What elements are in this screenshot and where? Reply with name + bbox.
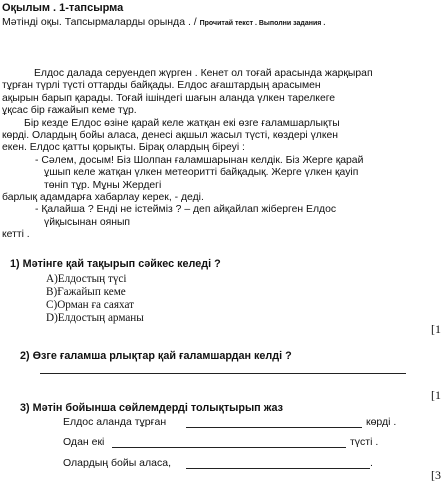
question-3-blank-1[interactable]	[186, 427, 362, 428]
question-3-score-mark: [3	[431, 468, 441, 482]
question-2-title: 2) Өзге ғаламша рлықтар қай ғаламшардан келді ?	[20, 350, 292, 362]
question-1-option-b[interactable]: B)Ғажайып кеме	[46, 286, 126, 298]
question-3-sentence-3-end: .	[370, 457, 373, 469]
text-line: - Сәлем, досым! Біз Шолпан ғаламшарынан келдік. Біз Жерге қарай	[35, 154, 364, 166]
instruction-russian: Прочитай текст . Выполни задания .	[199, 20, 326, 27]
text-line: ақырын барып қарады. Тоғай ішіндегі шағын аланда үлкен тарелкеге	[2, 92, 336, 104]
text-line: үйқысынан оянып	[44, 216, 131, 228]
question-1-option-d[interactable]: D)Елдостың арманы	[46, 312, 144, 324]
question-3-sentence-1-end: көрді .	[366, 416, 397, 428]
instruction-kazakh: Мәтінді оқы. Тапсырмаларды орында . /	[2, 16, 200, 28]
question-3-blank-3[interactable]	[186, 468, 370, 469]
text-line: ұқсас бір ғажайып кеме тұр.	[2, 105, 137, 117]
question-3-title: 3) Мәтін бойынша сөйлемдерді толықтырып жаз	[20, 402, 283, 414]
question-3-blank-2[interactable]	[112, 447, 346, 448]
question-1-title: 1) Мәтінге қай тақырып сәйкес келеді ?	[10, 258, 221, 270]
task-instruction	[2, 16, 325, 28]
reading-text	[2, 68, 426, 242]
text-line: екен. Елдос қатты қорықты. Бірақ олардың біреуі :	[2, 142, 245, 154]
task-title: Оқылым . 1-тапсырма	[2, 2, 124, 14]
question-1-score-mark: [1	[431, 322, 441, 336]
text-line: ұшып келе жатқан үлкен метеоритті байқадық. Жерге үлкен қауіп	[44, 167, 359, 179]
question-3-sentence-2-end: түсті .	[350, 436, 379, 448]
text-line: барлық адамдарға хабарлау керек, - деді.	[2, 192, 204, 204]
question-3-sentence-1-start: Елдос аланда тұрған	[63, 416, 167, 428]
question-3-sentence-2-start: Одан екі	[63, 436, 105, 448]
text-line: - Қалайша ? Енді не істейміз ? – деп айқайлап жіберген Елдос	[35, 204, 337, 216]
question-1-option-c[interactable]: C)Орман ға саяхат	[46, 299, 135, 311]
question-3-sentence-3-start: Олардың бойы аласа,	[63, 457, 171, 469]
question-1-option-a[interactable]: A)Елдостың түсі	[46, 273, 127, 285]
text-line: Бір кезде Елдос өзіне қарай келе жатқан екі өзге ғаламшарлықты	[24, 117, 340, 129]
text-line: тұрған түрлі түсті оттарды байқады. Елдос ағаштардың арасымен	[2, 80, 321, 92]
text-line: көрді. Олардың бойы аласа, денесі ақшыл жасыл түсті, көздері үлкен	[2, 130, 339, 142]
question-2-score-mark: [1	[431, 388, 441, 402]
question-2-answer-line[interactable]	[40, 373, 406, 374]
text-line: Елдос далада серуендеп жүрген . Кенет ол тоғай арасында жарқырап	[34, 68, 373, 79]
text-line: төніп тұр. Мұны Жердегі	[44, 179, 162, 191]
text-line: кетті .	[2, 229, 30, 241]
